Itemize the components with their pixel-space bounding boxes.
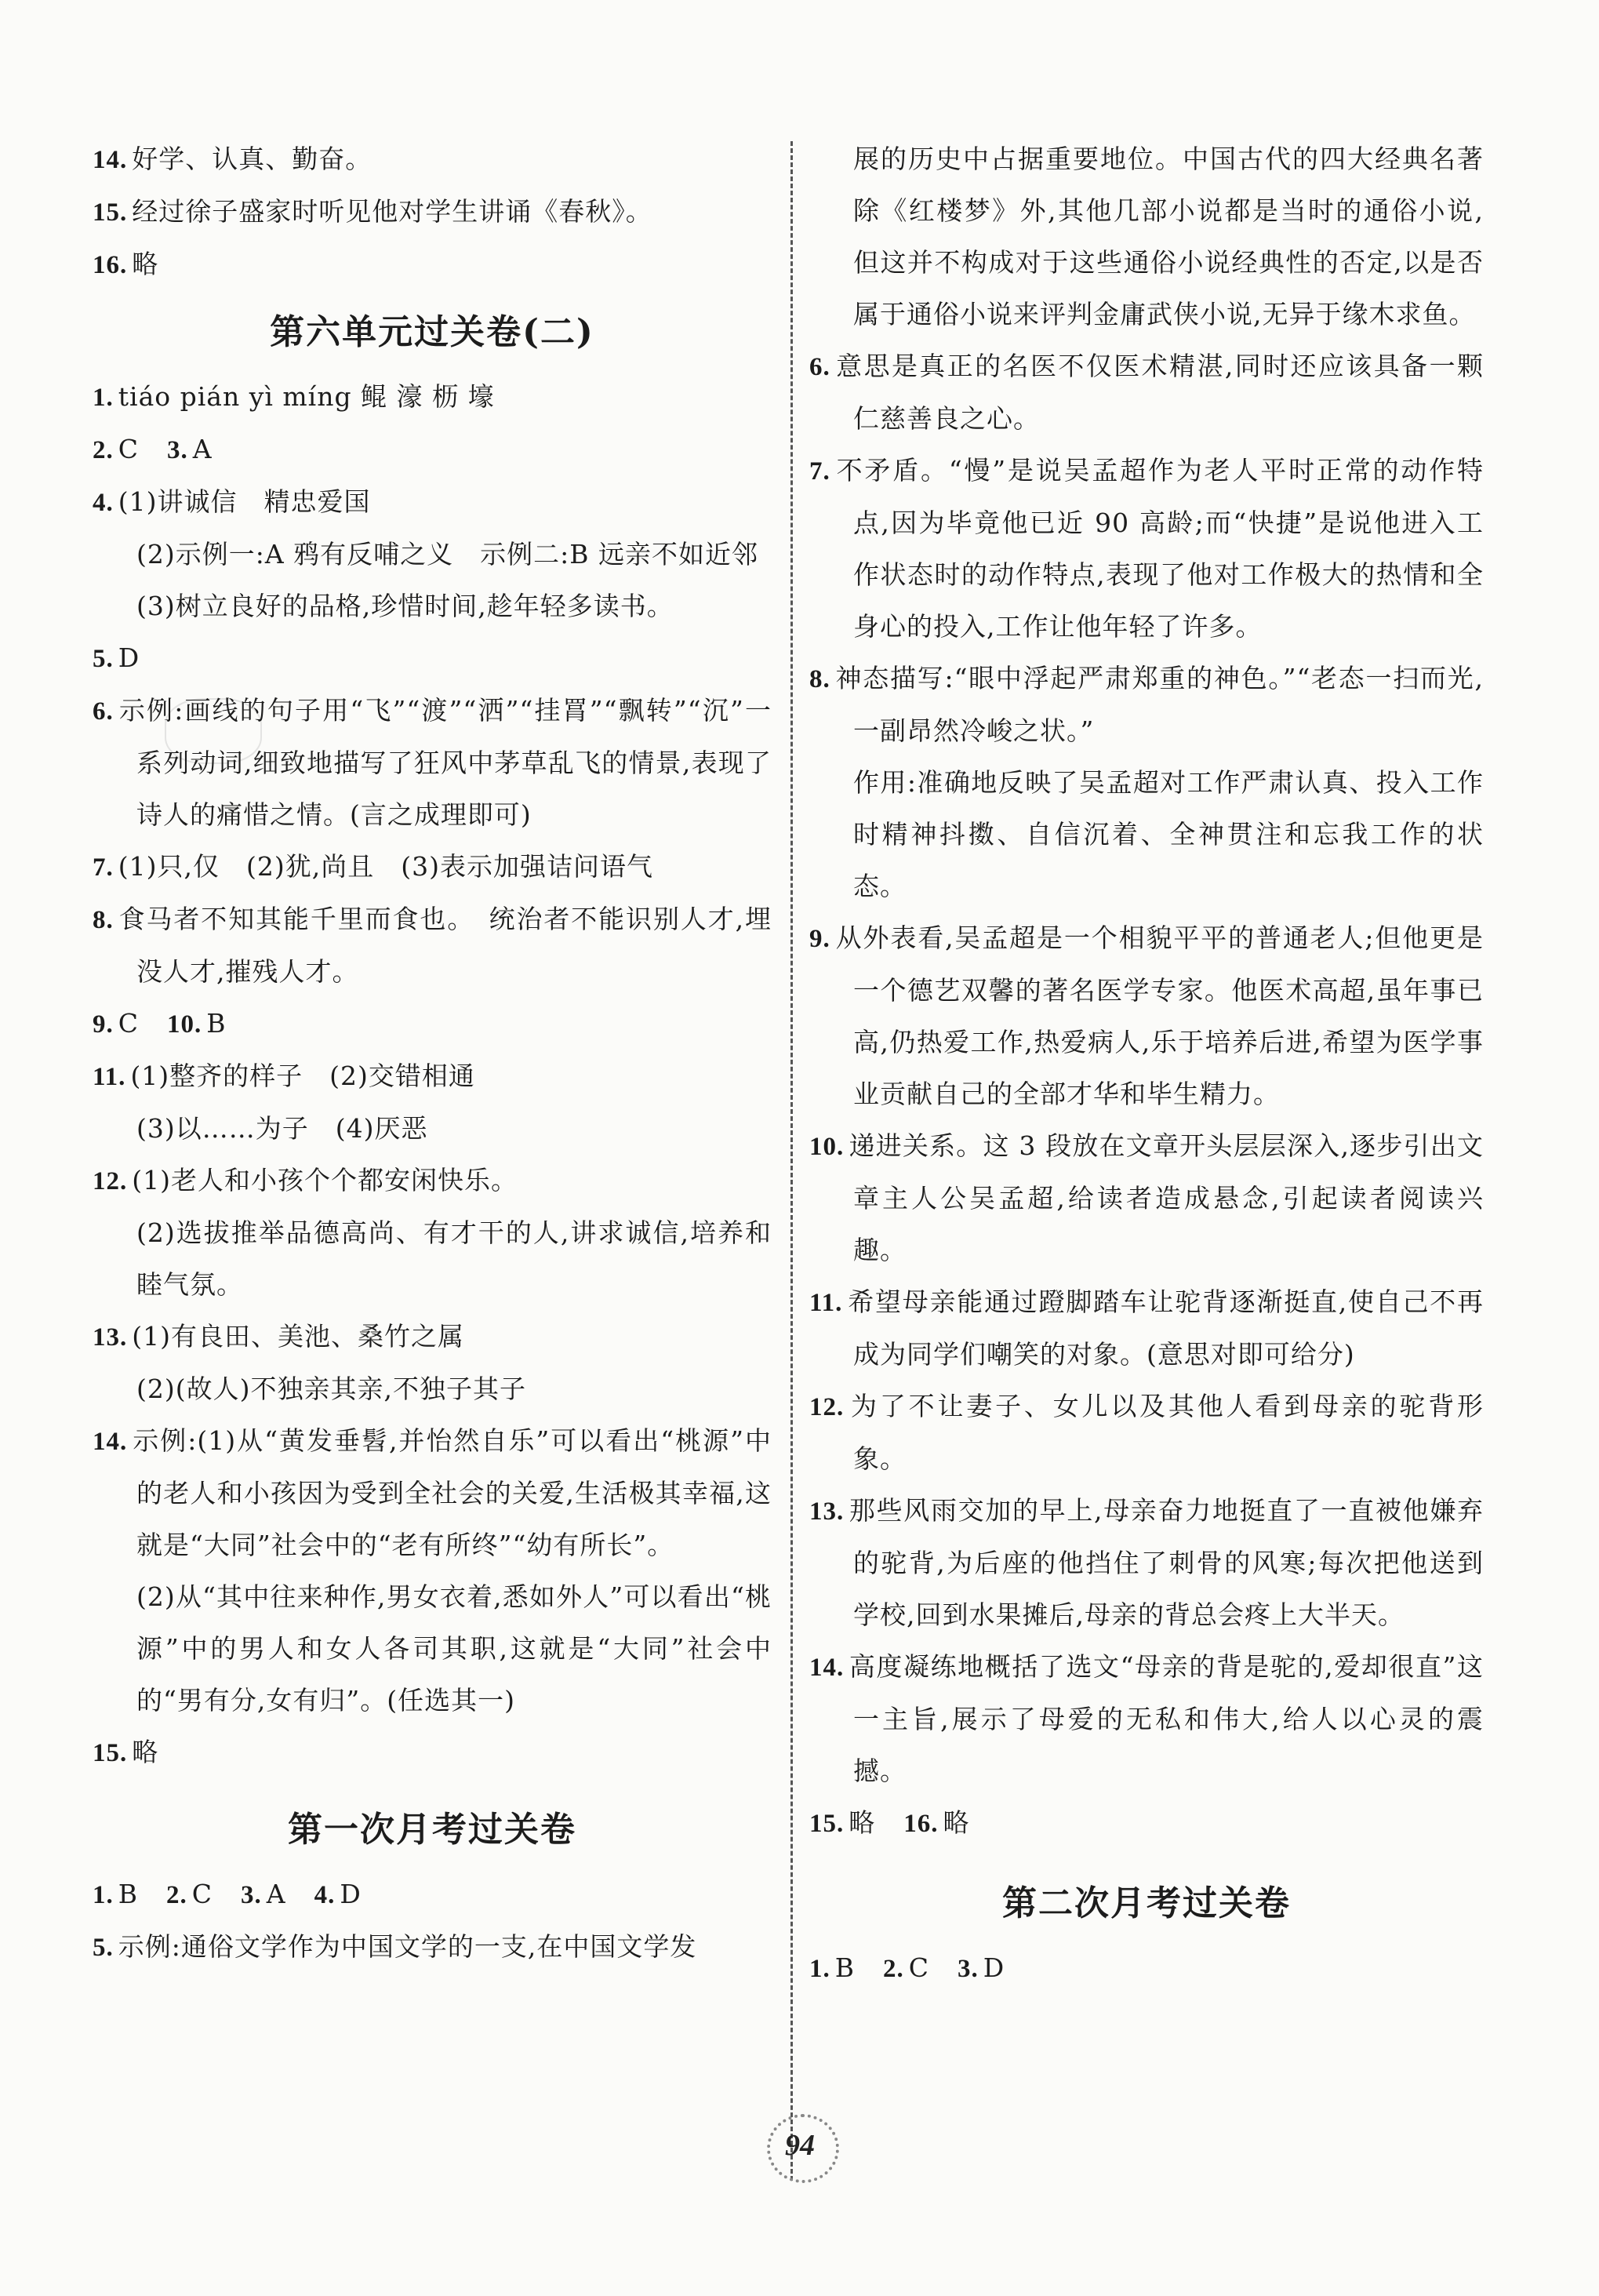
question-number: 8. xyxy=(93,906,114,934)
answer-item xyxy=(809,1942,1484,1995)
answer-text: B xyxy=(834,1952,856,1983)
answer-item xyxy=(93,186,772,238)
answer-continuation xyxy=(93,1363,772,1415)
answer-item xyxy=(93,1311,772,1363)
question-number: 16. xyxy=(93,251,128,279)
question-number: 13. xyxy=(809,1497,845,1526)
answers-unit5-tail xyxy=(93,133,772,291)
answer-text: 展的历史中占据重要地位。中国古代的四大经典名著除《红楼梦》外,其他几部小说都是当时的通俗小说,但这并不构成对于这些通俗小说经典性的否定,以是否属于通俗小说来评判金庸武侠小说,无异于缘木求鱼。 xyxy=(853,144,1484,329)
question-number: 2. xyxy=(93,436,114,464)
answer-text: 略 xyxy=(943,1807,970,1838)
question-number: 3. xyxy=(958,1955,979,1983)
section-title-month2: 第二次月考过关卷 xyxy=(1002,1883,1291,1923)
answer-item xyxy=(809,340,1484,445)
answer-text: (1)讲诚信 精忠爱国 xyxy=(118,486,371,517)
question-number: 8. xyxy=(809,665,830,693)
answer-text: 递进关系。这 3 段放在文章开头层层深入,逐步引出文章主人公吴孟超,给读者造成悬念,引起读者阅读兴趣。 xyxy=(849,1130,1484,1265)
question-number: 14. xyxy=(93,146,128,174)
answer-item xyxy=(93,476,772,529)
question-number: 1. xyxy=(809,1955,830,1983)
answer-item xyxy=(93,238,772,291)
question-number: 10. xyxy=(167,1010,202,1039)
page-number: 94 xyxy=(785,2129,815,2162)
answer-text: D xyxy=(340,1879,362,1909)
answer-text: 食马者不知其能千里而食也。 统治者不能识别人才,埋没人才,摧残人才。 xyxy=(118,904,772,987)
answer-text: (2)(故人)不独亲其亲,不独子其子 xyxy=(136,1374,526,1404)
answer-item xyxy=(809,1276,1484,1381)
answer-item xyxy=(809,1120,1484,1276)
question-number: 13. xyxy=(93,1323,128,1352)
answer-text: 好学、认真、勤奋。 xyxy=(132,144,372,174)
answer-item xyxy=(93,1868,772,1921)
answer-text: 意思是真正的名医不仅医术精湛,同时还应该具备一颗仁慈善良之心。 xyxy=(834,351,1484,434)
question-number: 7. xyxy=(93,853,114,882)
answer-text: 为了不让妻子、女儿以及其他人看到母亲的驼背形象。 xyxy=(849,1391,1484,1474)
answer-item xyxy=(809,445,1484,653)
answer-text: D xyxy=(118,642,140,673)
column-divider xyxy=(790,141,793,2181)
question-number: 4. xyxy=(93,489,114,517)
answer-text: (2)示例一:A 鸦有反哺之义 示例二:B 远亲不如近邻 xyxy=(136,539,759,569)
question-number: 14. xyxy=(809,1654,845,1682)
answer-item xyxy=(809,1381,1484,1485)
answer-text: 高度凝练地概括了选文“母亲的背是驼的,爱却很直”这一主旨,展示了母爱的无私和伟大,给人以心灵的震撼。 xyxy=(849,1651,1484,1786)
answer-item xyxy=(93,1727,772,1779)
answer-text: (3)树立良好的品格,珍惜时间,趁年轻多读书。 xyxy=(136,591,674,621)
question-number: 1. xyxy=(93,384,114,412)
answer-text: D xyxy=(983,1952,1005,1983)
question-number: 7. xyxy=(809,457,830,486)
answers-month1 xyxy=(93,1868,772,1974)
answer-text: C xyxy=(118,434,139,464)
answer-continuation xyxy=(809,757,1484,912)
answer-text: 神态描写:“眼中浮起严肃郑重的神色。”“老态一扫而光,一副昂然冷峻之状。” xyxy=(834,663,1484,746)
section-title-month1: 第一次月考过关卷 xyxy=(288,1810,576,1850)
answer-continuation xyxy=(93,529,772,580)
question-number: 4. xyxy=(314,1881,336,1909)
question-number: 5. xyxy=(93,645,114,673)
answer-text: (2)选拔推举品德高尚、有才干的人,讲求诚信,培养和睦气氛。 xyxy=(136,1217,772,1300)
answer-continuation xyxy=(93,1571,772,1727)
question-number: 2. xyxy=(166,1881,187,1909)
left-column xyxy=(93,133,772,1974)
answer-text: 略 xyxy=(132,249,159,279)
answer-text: 经过徐子盛家时听见他对学生讲诵《春秋》。 xyxy=(132,196,652,227)
answer-text: B xyxy=(206,1008,227,1039)
answer-text: A xyxy=(266,1879,286,1909)
question-number: 3. xyxy=(167,436,188,464)
question-number: 16. xyxy=(903,1810,939,1838)
question-number: 5. xyxy=(93,1934,114,1962)
answer-text: (1)有良田、美池、桑竹之属 xyxy=(132,1321,464,1352)
question-number: 6. xyxy=(93,697,114,726)
answer-text: 略 xyxy=(132,1737,159,1767)
answer-item xyxy=(809,1485,1484,1641)
answer-continuation xyxy=(93,1207,772,1311)
answer-item xyxy=(93,1155,772,1207)
question-number: 1. xyxy=(93,1881,114,1909)
question-number: 14. xyxy=(93,1428,128,1456)
answer-text: (3)以……为子 (4)厌恶 xyxy=(136,1113,428,1144)
answer-item xyxy=(93,371,772,424)
answer-text: B xyxy=(118,1879,139,1909)
answer-text: A xyxy=(192,434,213,464)
answer-text: (1)整齐的样子 (2)交错相通 xyxy=(130,1061,475,1091)
answer-item xyxy=(93,424,772,476)
answer-item xyxy=(93,632,772,685)
answer-continuation xyxy=(93,1103,772,1155)
question-number: 15. xyxy=(809,1810,845,1838)
answer-text: C xyxy=(118,1008,139,1039)
question-number: 15. xyxy=(93,198,128,227)
question-number: 10. xyxy=(809,1133,845,1161)
answer-item xyxy=(809,1641,1484,1797)
answer-item xyxy=(93,1415,772,1571)
answer-text: 示例:画线的句子用“飞”“渡”“洒”“挂罥”“飘转”“沉”一系列动词,细致地描写了狂风中茅草乱飞的情景,表现了诗人的痛惜之情。(言之成理即可) xyxy=(118,695,772,830)
question-number: 12. xyxy=(809,1393,845,1421)
question-number: 11. xyxy=(93,1063,126,1091)
answer-text: 从外表看,吴孟超是一个相貌平平的普通老人;但他更是一个德艺双馨的著名医学专家。他医术高超,虽年事已高,仍热爱工作,热爱病人,乐于培养后进,希望为医学事业贡献自己的全部才华和毕生精力。 xyxy=(834,922,1484,1109)
answer-item xyxy=(93,841,772,893)
question-number: 11. xyxy=(809,1289,843,1317)
question-number: 9. xyxy=(93,1010,114,1039)
answer-text: C xyxy=(191,1879,213,1909)
question-number: 6. xyxy=(809,353,830,381)
answer-item xyxy=(93,1921,772,1974)
answer-text: 那些风雨交加的早上,母亲奋力地挺直了一直被他嫌弃的驼背,为后座的他挡住了刺骨的风寒;每次把他送到学校,回到水果摊后,母亲的背总会疼上大半天。 xyxy=(849,1495,1484,1630)
answer-item xyxy=(93,1050,772,1103)
question-number: 15. xyxy=(93,1739,128,1767)
page-number-badge xyxy=(753,2114,847,2177)
right-column xyxy=(809,133,1484,1995)
answer-text: 示例:(1)从“黄发垂髫,并怡然自乐”可以看出“桃源”中的老人和小孩因为受到全社会的关爱,生活极其幸福,这就是“大同”社会中的“老有所终”“幼有所长”。 xyxy=(132,1425,772,1560)
answer-text: 希望母亲能通过蹬脚踏车让驼背逐渐挺直,使自己不再成为同学们嘲笑的对象。(意思对即可给分) xyxy=(847,1286,1484,1370)
answers-month2 xyxy=(809,1942,1484,1995)
answer-text: (1)老人和小孩个个都安闲快乐。 xyxy=(132,1165,518,1195)
answer-text: (1)只,仅 (2)犹,尚且 (3)表示加强诘问语气 xyxy=(118,851,653,882)
question-number: 12. xyxy=(93,1167,128,1195)
section-title-unit6: 第六单元过关卷(二) xyxy=(270,312,594,352)
answer-continuation xyxy=(93,580,772,632)
answer-continuation xyxy=(809,133,1484,340)
question-number: 3. xyxy=(241,1881,262,1909)
answer-item xyxy=(809,912,1484,1120)
answer-text: 示例:通俗文学作为中国文学的一支,在中国文学发 xyxy=(118,1931,697,1962)
answer-item xyxy=(93,893,772,998)
answer-item xyxy=(93,133,772,186)
answer-text: 略 xyxy=(849,1807,876,1838)
answer-item xyxy=(809,653,1484,757)
answer-item xyxy=(93,998,772,1050)
answer-text: 作用:准确地反映了吴孟超对工作严肃认真、投入工作时精神抖擞、自信沉着、全神贯注和忘我工作的状态。 xyxy=(853,767,1484,901)
answers-unit6 xyxy=(93,371,772,1779)
answer-text: (2)从“其中往来种作,男女衣着,悉如外人”可以看出“桃源”中的男人和女人各司其职,这就是“大同”社会中的“男有分,女有归”。(任选其一) xyxy=(136,1581,772,1716)
question-number: 9. xyxy=(809,925,830,953)
question-number: 2. xyxy=(883,1955,904,1983)
answer-text: 不矛盾。“慢”是说吴孟超作为老人平时正常的动作特点,因为毕竟他已近 90 高龄;而“快捷”是说他进入工作状态时的动作特点,表现了他对工作极大的热情和全身心的投入,工作让他年轻了许多。 xyxy=(834,455,1484,642)
answer-text: tiáo pián yì míng 鲲 濠 枥 壕 xyxy=(118,381,495,412)
answer-text: C xyxy=(908,1952,930,1983)
answer-item xyxy=(809,1797,1484,1850)
answers-month1-continued xyxy=(809,133,1484,1850)
answer-item xyxy=(93,685,772,841)
